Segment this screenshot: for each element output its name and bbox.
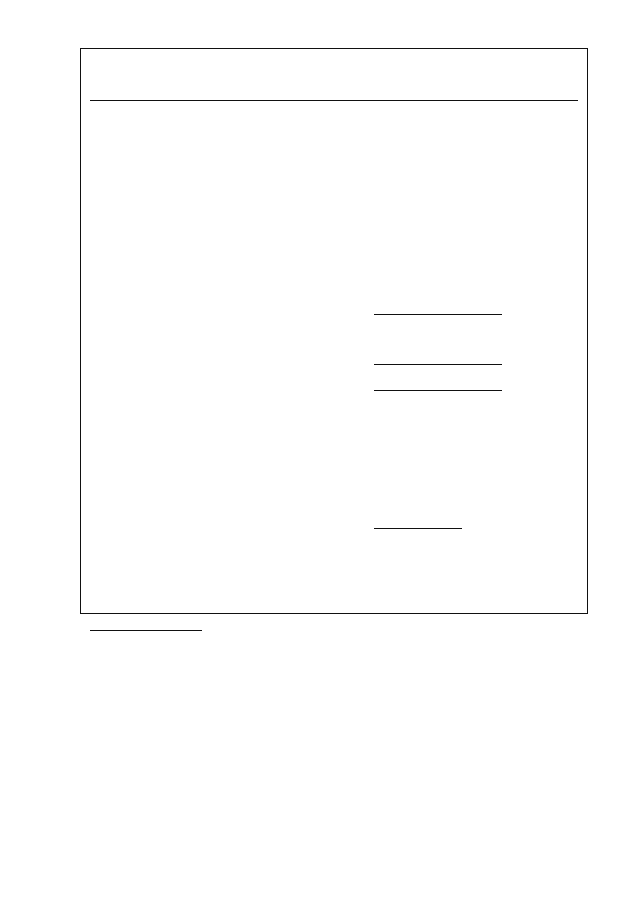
- org-head-signature-line: [374, 528, 462, 529]
- auditor-member-2-signature-line: [374, 390, 502, 391]
- heading-underline: [90, 100, 578, 101]
- footnote-separator: [90, 630, 202, 631]
- auditor-lead-signature-line: [374, 314, 502, 315]
- auditor-member-1-signature-line: [374, 364, 502, 365]
- form-frame: [80, 48, 588, 614]
